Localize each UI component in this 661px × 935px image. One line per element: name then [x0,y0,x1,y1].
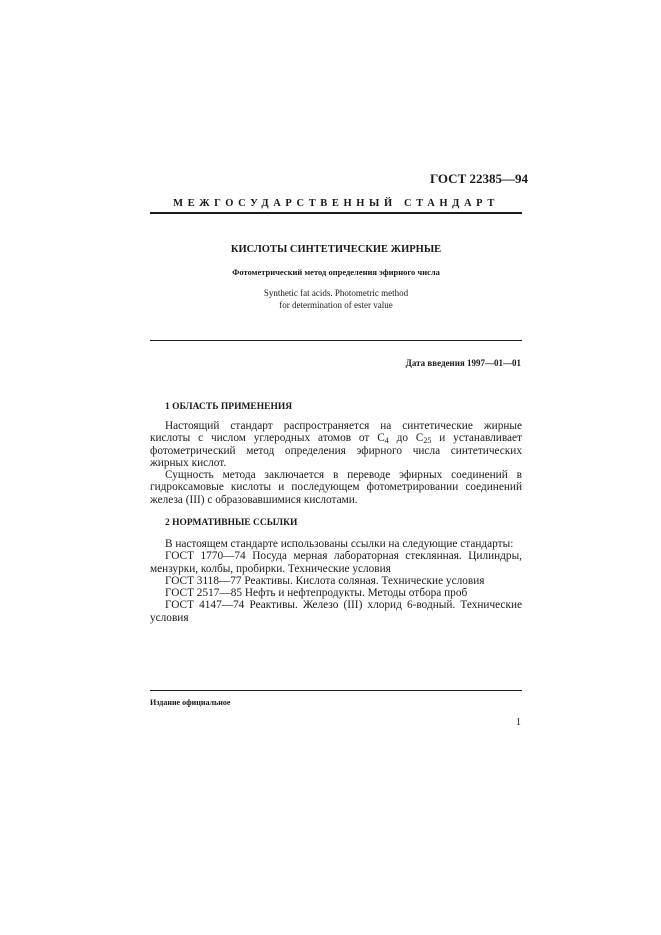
english-title [150,287,522,311]
reference-item: ГОСТ 4147—74 Реактивы. Железо (III) хлорид 6-водный. Технические условия [150,599,522,624]
reference-item: ГОСТ 3118—77 Реактивы. Кислота соляная. Технические условия [165,574,485,587]
section-1-paragraph-2: Сущность метода заключается в переводе эфирных соединений в гидроксамовые кислоты и последующем фотометрировании соединений железа (III) с образовавшимися кислотами. [150,469,522,506]
section-1-heading: 1 ОБЛАСТЬ ПРИМЕНЕНИЯ [165,402,293,412]
section-2-body [150,538,522,624]
section-2-heading: 2 НОРМАТИВНЫЕ ССЫЛКИ [165,518,298,528]
carbon-max-subscript: 25 [423,436,432,446]
title-rule [150,340,522,341]
section-1-paragraph-1 [150,420,522,469]
english-title-line-1: Synthetic fat acids. Photometric method [263,288,409,298]
page-number: 1 [516,717,521,728]
gost-number: ГОСТ 22385—94 [429,171,528,186]
scope-text-c: и устанавливает фотометрический метод определения эфирного числа синтетических жирных кислот. [150,432,522,469]
scope-text-a: Настоящий стандарт распространяется на синтетические жирные кислоты с числом углеродных атомов от C [150,420,522,445]
reference-item: ГОСТ 2517—85 Нефть и нефтепродукты. Методы отбора проб [165,587,468,600]
footer-rule [150,690,522,691]
edition-label: Издание официальное [150,698,231,707]
section-1-body [150,420,522,506]
introduction-date: Дата введения 1997—01—01 [405,358,521,368]
document-title: КИСЛОТЫ СИНТЕТИЧЕСКИЕ ЖИРНЫЕ [230,244,442,255]
carbon-min-subscript: 4 [384,436,389,446]
standard-type-label: МЕЖГОСУДАРСТВЕННЫЙ СТАНДАРТ [173,198,499,209]
reference-item: ГОСТ 1770—74 Посуда мерная лабораторная стеклянная. Цилиндры, мензурки, колбы, пробирки. Технические условия [150,550,522,575]
section-2-intro: В настоящем стандарте использованы ссылки на следующие стандарты: [165,538,514,550]
header-rule [150,212,522,214]
scope-text-b: до C [388,432,424,445]
english-title-line-2: for determination of ester value [279,300,393,310]
document-subtitle: Фотометрический метод определения эфирного числа [232,267,440,277]
